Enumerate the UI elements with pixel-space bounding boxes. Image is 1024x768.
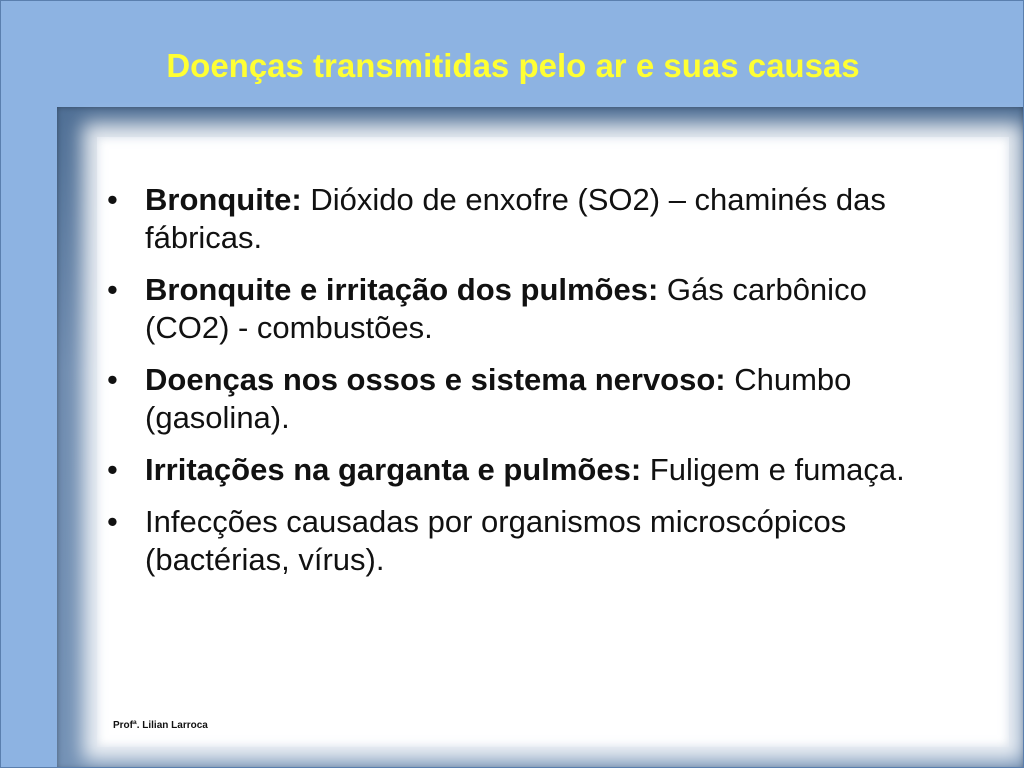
bullet-item xyxy=(105,181,935,257)
bullet-text: Gás carbônico (CO2) - combustões. xyxy=(145,272,867,345)
bullet-item xyxy=(105,361,935,437)
author-footer: Profª. Lilian Larroca xyxy=(113,720,208,731)
bullet-item xyxy=(105,503,935,579)
bullet-item xyxy=(105,451,935,489)
slide-title: Doenças transmitidas pelo ar e suas causas xyxy=(166,47,860,84)
bullet-list xyxy=(105,181,935,593)
bullet-dot-icon: • xyxy=(107,504,118,539)
bullet-dot-icon: • xyxy=(107,362,118,397)
bullet-heading: Bronquite e irritação dos pulmões: xyxy=(145,272,659,307)
bullet-dot-icon: • xyxy=(107,452,118,487)
bullet-heading: Doenças nos ossos e sistema nervoso: xyxy=(145,362,726,397)
bullet-item xyxy=(105,271,935,347)
bullet-heading: Bronquite: xyxy=(145,182,302,217)
bullet-text: Chumbo (gasolina). xyxy=(145,362,852,435)
bullet-text: Infecções causadas por organismos microscópicos (bactérias, vírus). xyxy=(145,504,847,577)
bullet-dot-icon: • xyxy=(107,272,118,307)
bullet-heading: Irritações na garganta e pulmões: xyxy=(145,452,642,487)
bullet-dot-icon: • xyxy=(107,182,118,217)
bullet-text: Dióxido de enxofre (SO2) – chaminés das fábricas. xyxy=(145,182,886,255)
bullet-text: Fuligem e fumaça. xyxy=(641,452,905,487)
